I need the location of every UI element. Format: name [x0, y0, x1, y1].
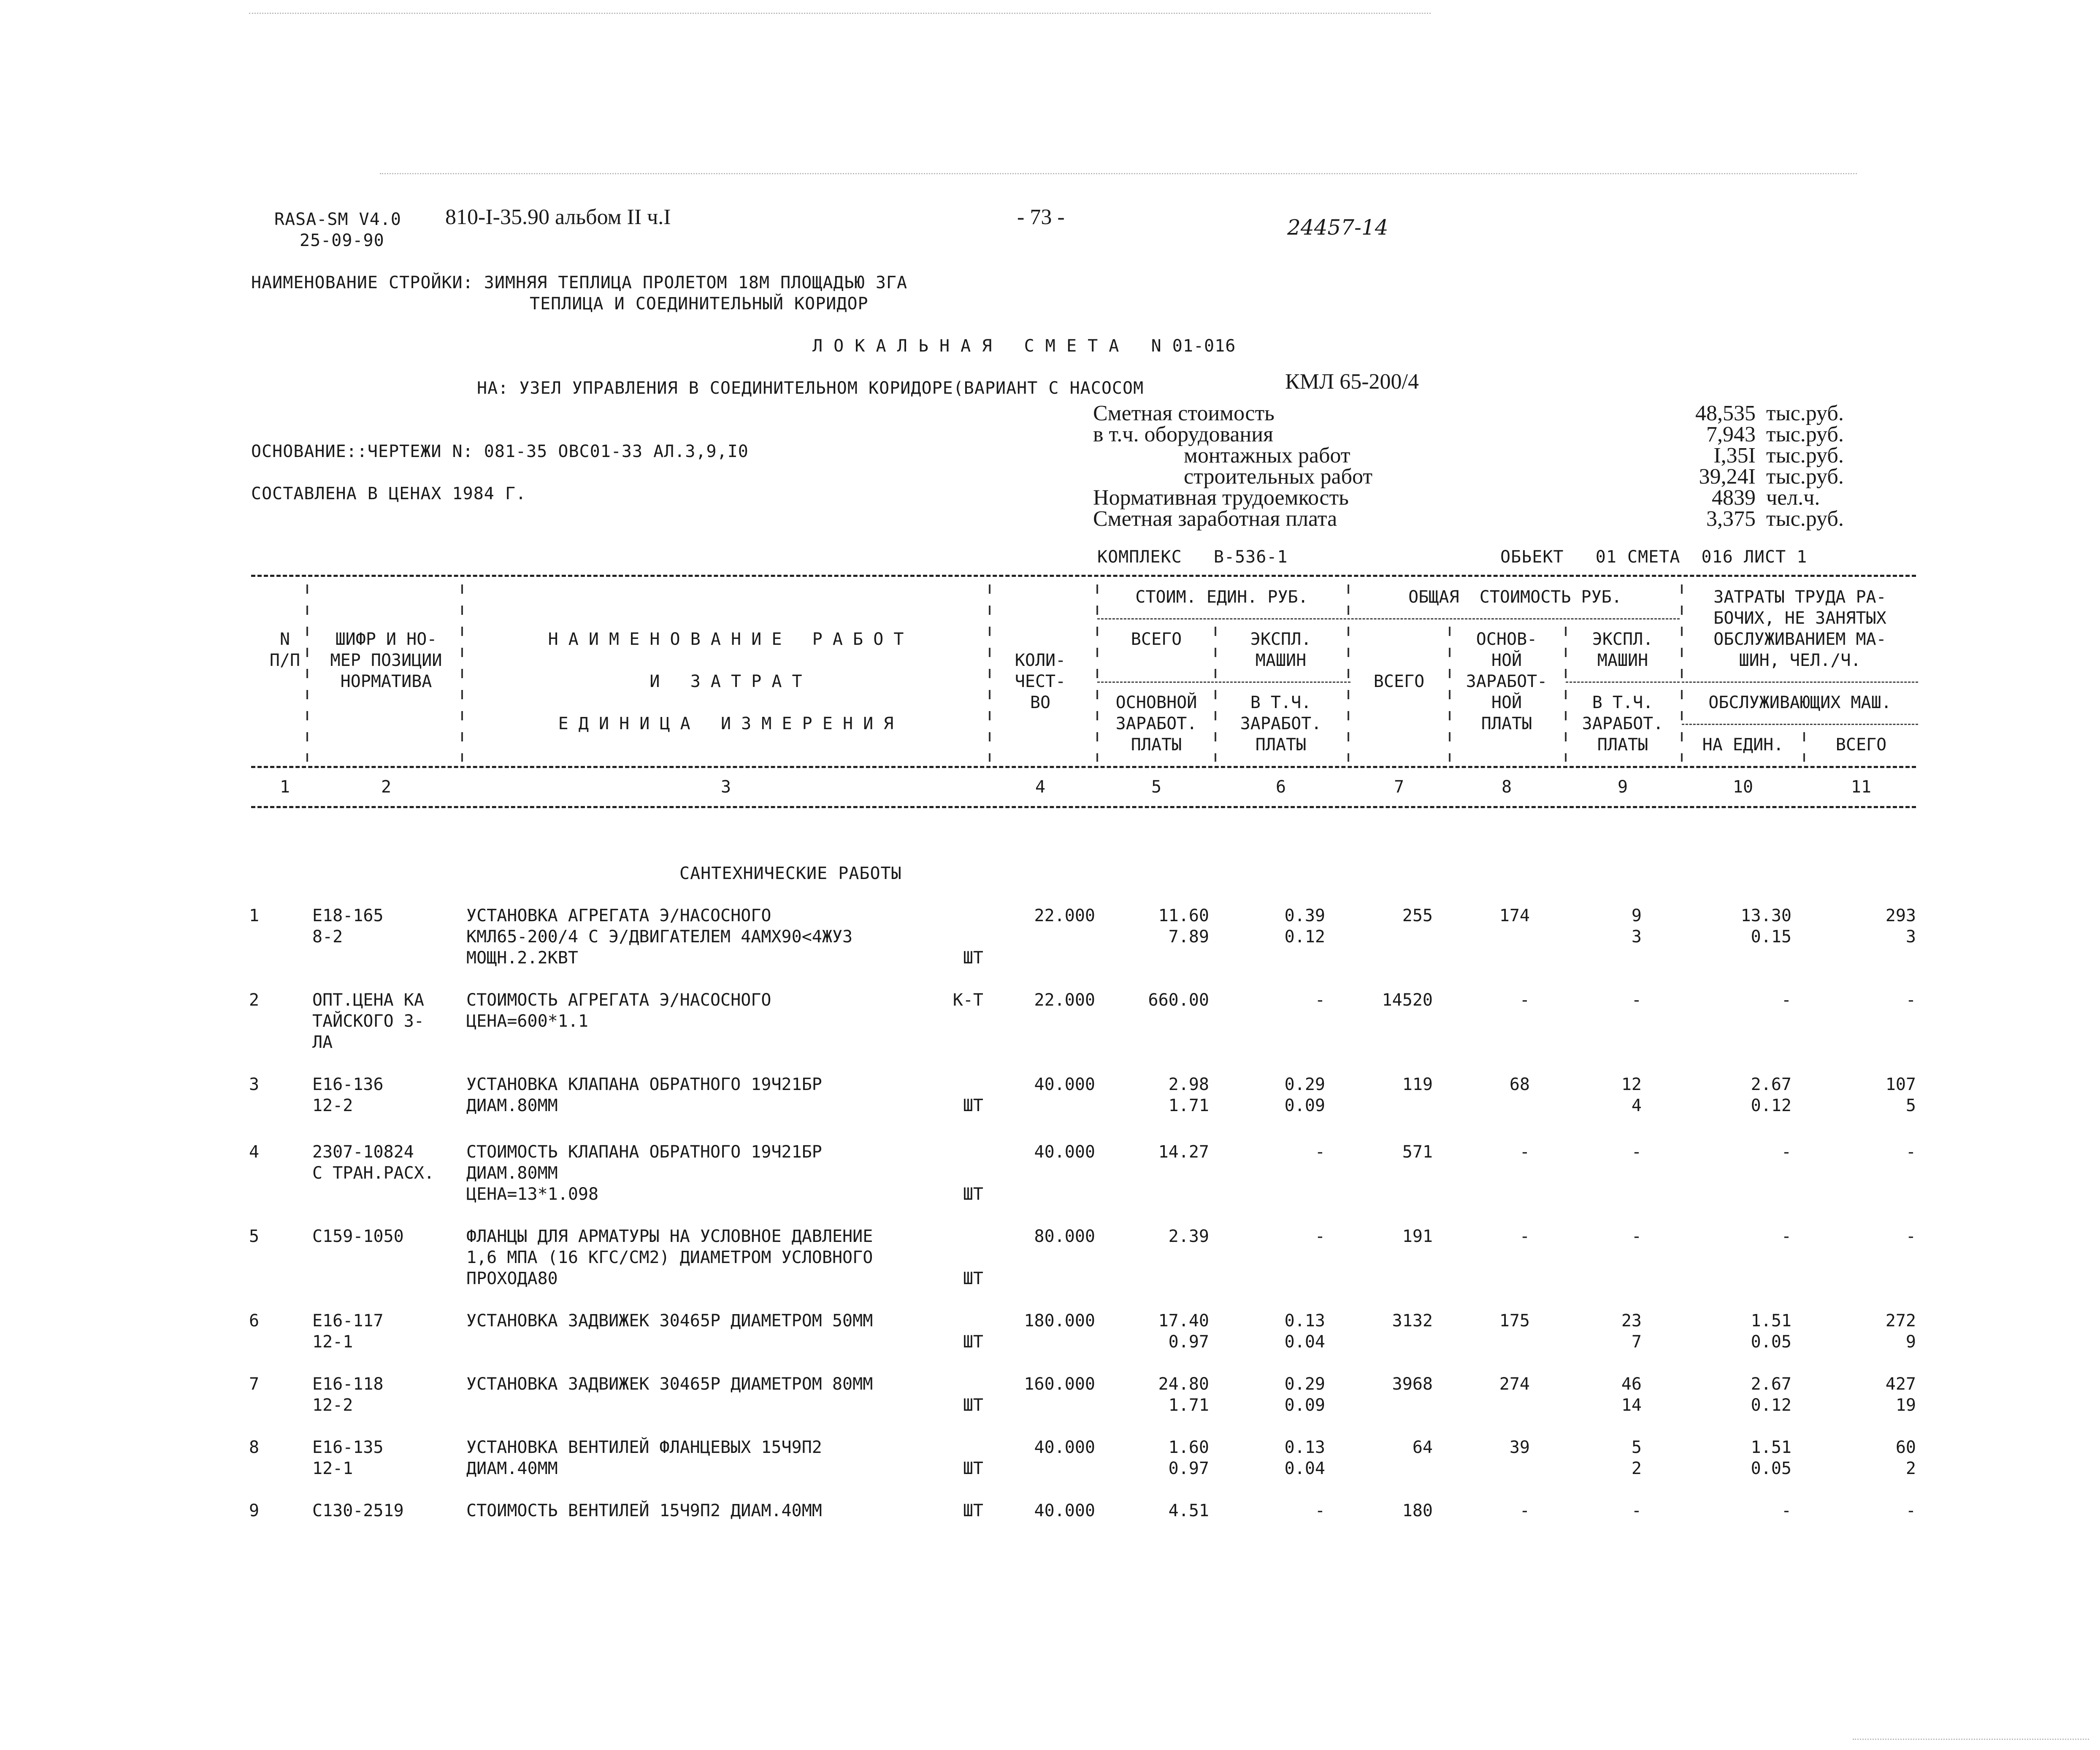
row-number: 3: [249, 1075, 260, 1094]
row-unit-machine-cost: -: [1315, 1227, 1325, 1246]
pump-model-stamp: КМЛ 65-200/4: [1285, 370, 1419, 394]
column-number: 6: [1275, 777, 1286, 797]
row-unit-cost: 4.51: [1168, 1501, 1209, 1520]
row-labor-per-unit: 1.51 0.05: [1751, 1438, 1791, 1478]
header-rule-mid: [251, 766, 1916, 768]
col-header-9-bottom: В Т.Ч. ЗАРАБОТ. ПЛАТЫ: [1582, 693, 1664, 755]
row-description: УСТАНОВКА ЗАДВИЖЕК 30465Р ДИАМЕТРОМ 80ММ: [466, 1374, 873, 1394]
summary-unit: тыс.руб.: [1766, 465, 1844, 489]
row-unit: ШТ: [963, 1501, 983, 1520]
col-group-unit-cost: СТОИМ. ЕДИН. РУБ.: [1135, 587, 1308, 607]
row-unit-machine-cost: -: [1315, 1142, 1325, 1162]
column-number: 10: [1732, 777, 1754, 797]
column-number: 4: [1035, 777, 1046, 797]
row-code: 2307-10824 С ТРАН.РАСХ.: [312, 1142, 434, 1183]
row-number: 6: [249, 1311, 260, 1331]
summary-unit: тыс.руб.: [1766, 401, 1844, 425]
row-description: ФЛАНЦЫ ДЛЯ АРМАТУРЫ НА УСЛОВНОЕ ДАВЛЕНИЕ 1,6 МПА (16 КГС/СМ2) ДИАМЕТРОМ УСЛОВНОГО ПРОХОДА80: [466, 1227, 873, 1288]
bottom-edge-line: [1853, 1739, 2089, 1740]
col-header-6-top: ЭКСПЛ. МАШИН: [1250, 630, 1312, 670]
row-total-wages: 39: [1509, 1438, 1530, 1457]
row-code: С130-2519: [312, 1501, 404, 1520]
row-total-cost: 64: [1412, 1438, 1433, 1457]
row-unit-machine-cost: 0.29 0.09: [1284, 1075, 1325, 1115]
col-header-unit: Е Д И Н И Ц А И З М Е Р Е Н И Я: [558, 714, 894, 733]
row-labor-total: 272 9: [1885, 1311, 1916, 1352]
row-total-wages: -: [1519, 1142, 1530, 1162]
summary-label: в т.ч. оборудования: [1093, 422, 1273, 446]
basis-line: ОСНОВАНИЕ::ЧЕРТЕЖИ N: 081-35 ОВС01-33 АЛ.3,9,I0: [251, 442, 749, 461]
row-code: С159-1050: [312, 1227, 404, 1246]
row-total-machine: -: [1631, 1142, 1642, 1162]
row-unit: ШТ: [963, 1185, 983, 1204]
row-unit-cost: 11.60 7.89: [1158, 906, 1209, 947]
summary-label: Сметная заработная плата: [1093, 507, 1337, 531]
row-total-machine: -: [1631, 1227, 1642, 1246]
row-description: УСТАНОВКА КЛАПАНА ОБРАТНОГО 19Ч21БР ДИАМ.80ММ: [466, 1075, 822, 1115]
row-total-wages: 274: [1499, 1374, 1530, 1394]
row-total-cost: 119: [1402, 1075, 1433, 1094]
row-code: Е16-117 12-1: [312, 1311, 384, 1352]
row-unit: ШТ: [963, 1332, 983, 1352]
row-unit: ШТ: [963, 1396, 983, 1415]
row-labor-total: 293 3: [1885, 906, 1916, 947]
row-total-machine: 12 4: [1621, 1075, 1642, 1115]
col-header-11: ВСЕГО: [1835, 735, 1887, 755]
summary-label: монтажных работ: [1184, 444, 1350, 468]
column-number: 9: [1617, 777, 1628, 797]
row-total-cost: 255: [1402, 906, 1433, 925]
row-total-wages: -: [1519, 1227, 1530, 1246]
row-total-machine: 5 2: [1631, 1438, 1642, 1478]
row-labor-per-unit: 13.30 0.15: [1740, 906, 1791, 947]
summary-unit: тыс.руб.: [1766, 507, 1844, 531]
project-name-line2: ТЕПЛИЦА И СОЕДИНИТЕЛЬНЫЙ КОРИДОР: [530, 294, 869, 314]
summary-label: строительных работ: [1184, 465, 1373, 489]
row-quantity: 22.000: [1034, 990, 1095, 1010]
column-number: 7: [1394, 777, 1405, 797]
row-labor-total: -: [1905, 1227, 1916, 1246]
column-number: 1: [279, 777, 290, 797]
row-number: 8: [249, 1438, 260, 1457]
summary-value: 39,24I: [1699, 465, 1756, 489]
price-base-line: СОСТАВЛЕНА В ЦЕНАХ 1984 Г.: [251, 484, 527, 503]
col-header-6-bottom: В Т.Ч. ЗАРАБОТ. ПЛАТЫ: [1240, 693, 1322, 755]
row-unit: ШТ: [963, 948, 983, 968]
summary-value: I,35I: [1713, 444, 1756, 468]
object-sheet-info: ОБЬЕКТ 01 СМЕТА 016 ЛИСТ 1: [1500, 547, 1808, 567]
handwritten-ref: 24457-14: [1287, 215, 1388, 240]
row-quantity: 40.000: [1034, 1075, 1095, 1094]
row-labor-total: -: [1905, 990, 1916, 1010]
row-unit-cost: 24.80 1.71: [1158, 1374, 1209, 1415]
row-unit-machine-cost: 0.13 0.04: [1284, 1311, 1325, 1352]
row-unit-cost: 2.98 1.71: [1168, 1075, 1209, 1115]
row-number: 4: [249, 1142, 260, 1162]
row-unit-cost: 17.40 0.97: [1158, 1311, 1209, 1352]
col-header-number: N П/П: [269, 630, 300, 670]
row-labor-total: 107 5: [1885, 1075, 1916, 1115]
col-header-5-bottom: ОСНОВНОЙ ЗАРАБОТ. ПЛАТЫ: [1115, 693, 1197, 755]
row-unit: К-Т: [953, 990, 983, 1010]
row-unit-machine-cost: 0.13 0.04: [1284, 1438, 1325, 1478]
column-number: 11: [1851, 777, 1872, 797]
row-labor-per-unit: 1.51 0.05: [1751, 1311, 1791, 1352]
complex-code: КОМПЛЕКС В-536-1: [1097, 547, 1288, 567]
row-number: 9: [249, 1501, 260, 1520]
row-quantity: 40.000: [1034, 1142, 1095, 1162]
summary-unit: чел.ч.: [1766, 486, 1820, 510]
col-header-9-top: ЭКСПЛ. МАШИН: [1592, 630, 1653, 670]
document-subject: НА: УЗЕЛ УПРАВЛЕНИЯ В СОЕДИНИТЕЛЬНОМ КОРИДОРЕ(ВАРИАНТ С НАСОСОМ: [477, 379, 1144, 398]
row-total-machine: 23 7: [1621, 1311, 1642, 1352]
row-unit-cost: 2.39: [1168, 1227, 1209, 1246]
column-number: 5: [1151, 777, 1162, 797]
row-quantity: 180.000: [1024, 1311, 1095, 1331]
row-quantity: 22.000: [1034, 906, 1095, 925]
row-unit-machine-cost: -: [1315, 1501, 1325, 1520]
row-total-cost: 180: [1402, 1501, 1433, 1520]
summary-unit: тыс.руб.: [1766, 422, 1844, 446]
row-labor-per-unit: -: [1781, 1227, 1791, 1246]
row-total-wages: 175: [1499, 1311, 1530, 1331]
summary-label: Нормативная трудоемкость: [1093, 486, 1349, 510]
col-header-code: ШИФР И НО- МЕР ПОЗИЦИИ НОРМАТИВА: [330, 630, 442, 691]
row-unit-machine-cost: 0.29 0.09: [1284, 1374, 1325, 1415]
row-quantity: 40.000: [1034, 1501, 1095, 1520]
header-column-separators: [0, 0, 2100, 810]
row-labor-per-unit: -: [1781, 990, 1791, 1010]
row-total-cost: 3968: [1392, 1374, 1433, 1394]
row-unit: ШТ: [963, 1096, 983, 1115]
row-labor-per-unit: 2.67 0.12: [1751, 1374, 1791, 1415]
row-code: Е16-118 12-2: [312, 1374, 384, 1415]
row-number: 2: [249, 990, 260, 1010]
summary-unit: тыс.руб.: [1766, 444, 1844, 468]
row-labor-total: 427 19: [1885, 1374, 1916, 1415]
summary-value: 4839: [1712, 486, 1756, 510]
summary-value: 3,375: [1706, 507, 1756, 531]
row-labor-per-unit: -: [1781, 1501, 1791, 1520]
column-number: 2: [381, 777, 392, 797]
row-unit-machine-cost: 0.39 0.12: [1284, 906, 1325, 947]
row-description: СТОИМОСТЬ КЛАПАНА ОБРАТНОГО 19Ч21БР ДИАМ.80ММ ЦЕНА=13*1.098: [466, 1142, 822, 1204]
section-title: САНТЕХНИЧЕСКИЕ РАБОТЫ: [679, 864, 902, 883]
row-total-cost: 571: [1402, 1142, 1433, 1162]
row-labor-total: -: [1905, 1142, 1916, 1162]
row-labor-total: -: [1905, 1501, 1916, 1520]
row-unit-cost: 1.60 0.97: [1168, 1438, 1209, 1478]
col-header-10: НА ЕДИН.: [1702, 735, 1784, 755]
column-number: 3: [720, 777, 731, 797]
row-number: 7: [249, 1374, 260, 1394]
col-header-labor-sub: ОБСЛУЖИВАЮЩИХ МАШ.: [1708, 693, 1892, 712]
column-number: 8: [1501, 777, 1512, 797]
row-labor-per-unit: 2.67 0.12: [1751, 1075, 1791, 1115]
summary-label: Сметная стоимость: [1093, 401, 1275, 425]
row-description: СТОИМОСТЬ АГРЕГАТА Э/НАСОСНОГО ЦЕНА=600*1.1: [466, 990, 771, 1031]
row-description: УСТАНОВКА ЗАДВИЖЕК 30465Р ДИАМЕТРОМ 50ММ: [466, 1311, 873, 1331]
summary-value: 7,943: [1706, 422, 1756, 446]
row-quantity: 160.000: [1024, 1374, 1095, 1394]
row-total-machine: -: [1631, 990, 1642, 1010]
row-code: Е16-135 12-1: [312, 1438, 384, 1478]
col-header-5-top: ВСЕГО: [1131, 630, 1182, 649]
row-total-wages: -: [1519, 990, 1530, 1010]
header-rule-bottom: [251, 806, 1916, 808]
row-unit-cost: 660.00: [1148, 990, 1209, 1010]
row-description: СТОИМОСТЬ ВЕНТИЛЕЙ 15Ч9П2 ДИАМ.40ММ: [466, 1501, 822, 1520]
row-unit: ШТ: [963, 1459, 983, 1478]
row-code: Е18-165 8-2: [312, 906, 384, 947]
document-title: Л О К А Л Ь Н А Я С М Е Т А N 01-016: [812, 336, 1236, 356]
page-number: - 73 -: [1017, 205, 1065, 229]
summary-value: 48,535: [1695, 401, 1756, 425]
row-number: 1: [249, 906, 260, 925]
row-unit: ШТ: [963, 1269, 983, 1288]
row-labor-total: 60 2: [1895, 1438, 1916, 1478]
col-header-8: ОСНОВ- НОЙ ЗАРАБОТ- НОЙ ПЛАТЫ: [1466, 630, 1548, 733]
album-stamp: 810-I-35.90 альбом II ч.I: [445, 205, 671, 229]
row-description: УСТАНОВКА ВЕНТИЛЕЙ ФЛАНЦЕВЫХ 15Ч9П2 ДИАМ.40ММ: [466, 1438, 822, 1478]
row-code: Е16-136 12-2: [312, 1075, 384, 1115]
row-quantity: 40.000: [1034, 1438, 1095, 1457]
row-labor-per-unit: -: [1781, 1142, 1791, 1162]
col-header-7: ВСЕГО: [1373, 672, 1425, 691]
print-date: 25-09-90: [300, 231, 384, 250]
row-total-machine: 9 3: [1631, 906, 1642, 947]
col-group-total-cost: ОБЩАЯ СТОИМОСТЬ РУБ.: [1408, 587, 1622, 607]
row-code: ОПТ.ЦЕНА КА ТАЙСКОГО З- ЛА: [312, 990, 424, 1052]
col-group-labor: ЗАТРАТЫ ТРУДА РА- БОЧИХ, НЕ ЗАНЯТЫХ ОБСЛУЖИВАНИЕМ МА- ШИН, ЧЕЛ./Ч.: [1713, 587, 1886, 670]
col-header-name: Н А И М Е Н О В А Н И Е Р А Б О Т: [548, 630, 904, 649]
row-unit-cost: 14.27: [1158, 1142, 1209, 1162]
row-description: УСТАНОВКА АГРЕГАТА Э/НАСОСНОГО КМЛ65-200/4 С Э/ДВИГАТЕЛЕМ 4АМХ90<4ЖУЗ МОЩН.2.2КВТ: [466, 906, 853, 968]
row-total-wages: 68: [1509, 1075, 1530, 1094]
row-number: 5: [249, 1227, 260, 1246]
col-header-name-2: И З А Т Р А Т: [649, 672, 802, 691]
row-quantity: 80.000: [1034, 1227, 1095, 1246]
row-total-cost: 14520: [1382, 990, 1433, 1010]
project-name: НАИМЕНОВАНИЕ СТРОЙКИ: ЗИМНЯЯ ТЕПЛИЦА ПРОЛЕТОМ 18М ПЛОЩАДЬЮ 3ГА: [251, 273, 908, 292]
row-total-machine: 46 14: [1621, 1374, 1642, 1415]
software-label: RASA-SM V4.0: [274, 210, 401, 229]
row-total-wages: -: [1519, 1501, 1530, 1520]
row-total-cost: 191: [1402, 1227, 1433, 1246]
col-header-quantity: КОЛИ- ЧЕСТ- ВО: [1015, 651, 1066, 712]
row-total-wages: 174: [1499, 906, 1530, 925]
row-unit-machine-cost: -: [1315, 990, 1325, 1010]
row-total-machine: -: [1631, 1501, 1642, 1520]
row-total-cost: 3132: [1392, 1311, 1433, 1331]
